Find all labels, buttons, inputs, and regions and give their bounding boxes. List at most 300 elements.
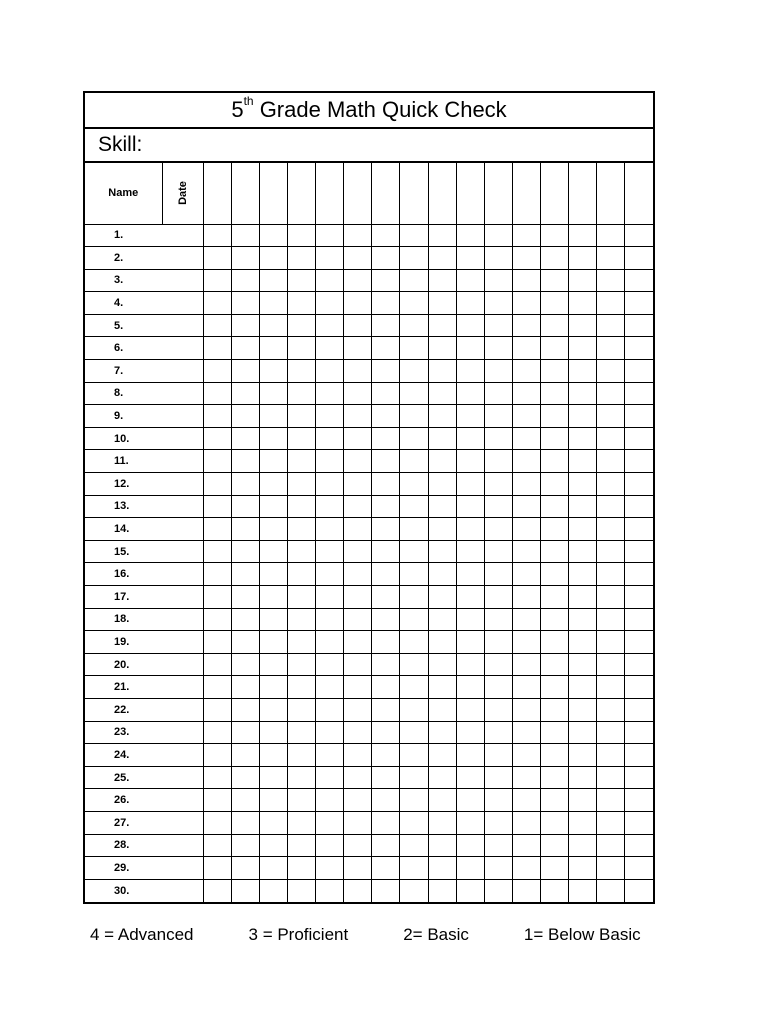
score-cell[interactable] [287, 811, 315, 834]
score-cell[interactable] [400, 427, 428, 450]
score-cell[interactable] [569, 224, 597, 247]
score-cell[interactable] [456, 698, 484, 721]
score-cell[interactable] [597, 495, 625, 518]
score-cell[interactable] [344, 811, 372, 834]
score-cell[interactable] [400, 224, 428, 247]
score-cell[interactable] [484, 427, 512, 450]
score-cell[interactable] [597, 269, 625, 292]
score-cell[interactable] [625, 721, 653, 744]
student-name-cell[interactable]: 7. [85, 360, 203, 383]
score-cell[interactable] [231, 473, 259, 496]
score-cell[interactable] [231, 427, 259, 450]
score-cell[interactable] [231, 360, 259, 383]
score-cell[interactable] [259, 427, 287, 450]
date-header-cell[interactable] [541, 163, 569, 224]
score-cell[interactable] [372, 427, 400, 450]
score-cell[interactable] [541, 495, 569, 518]
score-cell[interactable] [456, 631, 484, 654]
score-cell[interactable] [400, 360, 428, 383]
score-cell[interactable] [316, 518, 344, 541]
score-cell[interactable] [287, 766, 315, 789]
score-cell[interactable] [316, 360, 344, 383]
score-cell[interactable] [203, 314, 231, 337]
score-cell[interactable] [512, 744, 540, 767]
score-cell[interactable] [569, 721, 597, 744]
score-cell[interactable] [625, 857, 653, 880]
score-cell[interactable] [400, 744, 428, 767]
score-cell[interactable] [569, 563, 597, 586]
score-cell[interactable] [625, 473, 653, 496]
score-cell[interactable] [512, 518, 540, 541]
score-cell[interactable] [541, 834, 569, 857]
score-cell[interactable] [316, 834, 344, 857]
score-cell[interactable] [231, 789, 259, 812]
score-cell[interactable] [541, 676, 569, 699]
score-cell[interactable] [484, 382, 512, 405]
score-cell[interactable] [344, 269, 372, 292]
score-cell[interactable] [569, 811, 597, 834]
score-cell[interactable] [625, 337, 653, 360]
score-cell[interactable] [344, 631, 372, 654]
date-header-cell[interactable] [428, 163, 456, 224]
score-cell[interactable] [287, 495, 315, 518]
score-cell[interactable] [372, 450, 400, 473]
score-cell[interactable] [428, 540, 456, 563]
score-cell[interactable] [625, 427, 653, 450]
score-cell[interactable] [625, 698, 653, 721]
score-cell[interactable] [456, 879, 484, 902]
date-header-cell[interactable] [512, 163, 540, 224]
score-cell[interactable] [259, 698, 287, 721]
student-name-cell[interactable]: 9. [85, 405, 203, 428]
score-cell[interactable] [400, 698, 428, 721]
score-cell[interactable] [541, 360, 569, 383]
score-cell[interactable] [344, 857, 372, 880]
score-cell[interactable] [400, 518, 428, 541]
score-cell[interactable] [400, 292, 428, 315]
score-cell[interactable] [428, 427, 456, 450]
score-cell[interactable] [372, 676, 400, 699]
score-cell[interactable] [231, 834, 259, 857]
score-cell[interactable] [372, 473, 400, 496]
score-cell[interactable] [287, 608, 315, 631]
score-cell[interactable] [231, 721, 259, 744]
score-cell[interactable] [287, 450, 315, 473]
score-cell[interactable] [287, 879, 315, 902]
score-cell[interactable] [597, 314, 625, 337]
score-cell[interactable] [203, 698, 231, 721]
score-cell[interactable] [400, 495, 428, 518]
score-cell[interactable] [259, 473, 287, 496]
score-cell[interactable] [203, 563, 231, 586]
score-cell[interactable] [569, 744, 597, 767]
score-cell[interactable] [259, 834, 287, 857]
score-cell[interactable] [541, 314, 569, 337]
score-cell[interactable] [569, 405, 597, 428]
score-cell[interactable] [287, 857, 315, 880]
score-cell[interactable] [287, 698, 315, 721]
score-cell[interactable] [428, 495, 456, 518]
score-cell[interactable] [400, 721, 428, 744]
score-cell[interactable] [372, 631, 400, 654]
score-cell[interactable] [569, 450, 597, 473]
date-header-cell[interactable] [231, 163, 259, 224]
score-cell[interactable] [597, 676, 625, 699]
score-cell[interactable] [428, 337, 456, 360]
score-cell[interactable] [344, 405, 372, 428]
score-cell[interactable] [231, 518, 259, 541]
score-cell[interactable] [231, 811, 259, 834]
score-cell[interactable] [203, 405, 231, 428]
score-cell[interactable] [569, 247, 597, 270]
score-cell[interactable] [512, 292, 540, 315]
score-cell[interactable] [259, 721, 287, 744]
student-name-cell[interactable]: 5. [85, 314, 203, 337]
score-cell[interactable] [484, 586, 512, 609]
score-cell[interactable] [484, 224, 512, 247]
score-cell[interactable] [625, 382, 653, 405]
score-cell[interactable] [484, 450, 512, 473]
score-cell[interactable] [625, 563, 653, 586]
score-cell[interactable] [625, 247, 653, 270]
score-cell[interactable] [569, 292, 597, 315]
score-cell[interactable] [231, 269, 259, 292]
student-name-cell[interactable]: 29. [85, 857, 203, 880]
score-cell[interactable] [287, 631, 315, 654]
score-cell[interactable] [541, 269, 569, 292]
score-cell[interactable] [428, 744, 456, 767]
score-cell[interactable] [569, 427, 597, 450]
score-cell[interactable] [484, 744, 512, 767]
score-cell[interactable] [484, 608, 512, 631]
score-cell[interactable] [625, 450, 653, 473]
score-cell[interactable] [456, 314, 484, 337]
score-cell[interactable] [203, 427, 231, 450]
score-cell[interactable] [287, 337, 315, 360]
score-cell[interactable] [625, 224, 653, 247]
score-cell[interactable] [203, 292, 231, 315]
score-cell[interactable] [484, 857, 512, 880]
score-cell[interactable] [512, 789, 540, 812]
score-cell[interactable] [597, 292, 625, 315]
score-cell[interactable] [597, 653, 625, 676]
score-cell[interactable] [287, 789, 315, 812]
score-cell[interactable] [484, 405, 512, 428]
score-cell[interactable] [316, 224, 344, 247]
score-cell[interactable] [484, 247, 512, 270]
student-name-cell[interactable]: 16. [85, 563, 203, 586]
score-cell[interactable] [316, 811, 344, 834]
score-cell[interactable] [372, 382, 400, 405]
score-cell[interactable] [569, 269, 597, 292]
score-cell[interactable] [597, 766, 625, 789]
student-name-cell[interactable]: 28. [85, 834, 203, 857]
score-cell[interactable] [541, 586, 569, 609]
score-cell[interactable] [372, 789, 400, 812]
score-cell[interactable] [541, 789, 569, 812]
score-cell[interactable] [456, 518, 484, 541]
score-cell[interactable] [344, 518, 372, 541]
score-cell[interactable] [287, 834, 315, 857]
score-cell[interactable] [372, 337, 400, 360]
score-cell[interactable] [344, 608, 372, 631]
score-cell[interactable] [569, 676, 597, 699]
score-cell[interactable] [597, 450, 625, 473]
score-cell[interactable] [372, 586, 400, 609]
score-cell[interactable] [316, 608, 344, 631]
score-cell[interactable] [203, 586, 231, 609]
score-cell[interactable] [569, 473, 597, 496]
score-cell[interactable] [484, 337, 512, 360]
student-name-cell[interactable]: 27. [85, 811, 203, 834]
score-cell[interactable] [344, 450, 372, 473]
score-cell[interactable] [428, 314, 456, 337]
student-name-cell[interactable]: 25. [85, 766, 203, 789]
score-cell[interactable] [259, 676, 287, 699]
date-header-cell[interactable] [484, 163, 512, 224]
score-cell[interactable] [316, 563, 344, 586]
score-cell[interactable] [400, 314, 428, 337]
score-cell[interactable] [597, 382, 625, 405]
date-header-cell[interactable] [344, 163, 372, 224]
score-cell[interactable] [231, 382, 259, 405]
score-cell[interactable] [428, 405, 456, 428]
score-cell[interactable] [456, 857, 484, 880]
score-cell[interactable] [456, 427, 484, 450]
score-cell[interactable] [569, 766, 597, 789]
score-cell[interactable] [203, 450, 231, 473]
score-cell[interactable] [597, 811, 625, 834]
student-name-cell[interactable]: 4. [85, 292, 203, 315]
student-name-cell[interactable]: 17. [85, 586, 203, 609]
score-cell[interactable] [456, 495, 484, 518]
score-cell[interactable] [372, 811, 400, 834]
score-cell[interactable] [231, 631, 259, 654]
date-header-cell[interactable] [456, 163, 484, 224]
score-cell[interactable] [287, 518, 315, 541]
date-header-cell[interactable] [259, 163, 287, 224]
score-cell[interactable] [400, 766, 428, 789]
score-cell[interactable] [512, 495, 540, 518]
score-cell[interactable] [231, 337, 259, 360]
score-cell[interactable] [569, 789, 597, 812]
score-cell[interactable] [372, 540, 400, 563]
score-cell[interactable] [456, 789, 484, 812]
score-cell[interactable] [231, 653, 259, 676]
score-cell[interactable] [625, 360, 653, 383]
score-cell[interactable] [231, 698, 259, 721]
score-cell[interactable] [428, 879, 456, 902]
score-cell[interactable] [344, 314, 372, 337]
score-cell[interactable] [597, 540, 625, 563]
score-cell[interactable] [259, 586, 287, 609]
student-name-cell[interactable]: 11. [85, 450, 203, 473]
score-cell[interactable] [316, 721, 344, 744]
score-cell[interactable] [372, 653, 400, 676]
score-cell[interactable] [512, 608, 540, 631]
score-cell[interactable] [231, 495, 259, 518]
score-cell[interactable] [316, 653, 344, 676]
score-cell[interactable] [287, 427, 315, 450]
score-cell[interactable] [569, 382, 597, 405]
score-cell[interactable] [512, 427, 540, 450]
score-cell[interactable] [484, 653, 512, 676]
score-cell[interactable] [541, 224, 569, 247]
score-cell[interactable] [428, 360, 456, 383]
score-cell[interactable] [428, 766, 456, 789]
score-cell[interactable] [372, 563, 400, 586]
score-cell[interactable] [625, 834, 653, 857]
score-cell[interactable] [203, 744, 231, 767]
score-cell[interactable] [512, 224, 540, 247]
score-cell[interactable] [456, 744, 484, 767]
score-cell[interactable] [372, 495, 400, 518]
score-cell[interactable] [231, 766, 259, 789]
score-cell[interactable] [344, 766, 372, 789]
score-cell[interactable] [316, 292, 344, 315]
score-cell[interactable] [259, 405, 287, 428]
score-cell[interactable] [231, 879, 259, 902]
student-name-cell[interactable]: 3. [85, 269, 203, 292]
score-cell[interactable] [259, 879, 287, 902]
score-cell[interactable] [400, 676, 428, 699]
score-cell[interactable] [316, 744, 344, 767]
score-cell[interactable] [541, 563, 569, 586]
score-cell[interactable] [541, 247, 569, 270]
score-cell[interactable] [287, 563, 315, 586]
score-cell[interactable] [400, 473, 428, 496]
score-cell[interactable] [597, 563, 625, 586]
score-cell[interactable] [344, 540, 372, 563]
score-cell[interactable] [203, 789, 231, 812]
score-cell[interactable] [372, 518, 400, 541]
score-cell[interactable] [541, 608, 569, 631]
score-cell[interactable] [400, 857, 428, 880]
score-cell[interactable] [428, 631, 456, 654]
score-cell[interactable] [456, 450, 484, 473]
score-cell[interactable] [541, 427, 569, 450]
score-cell[interactable] [625, 292, 653, 315]
score-cell[interactable] [428, 676, 456, 699]
score-cell[interactable] [203, 857, 231, 880]
score-cell[interactable] [372, 698, 400, 721]
score-cell[interactable] [569, 698, 597, 721]
student-name-cell[interactable]: 1. [85, 224, 203, 247]
score-cell[interactable] [512, 337, 540, 360]
score-cell[interactable] [344, 653, 372, 676]
score-cell[interactable] [512, 879, 540, 902]
student-name-cell[interactable]: 21. [85, 676, 203, 699]
score-cell[interactable] [541, 382, 569, 405]
score-cell[interactable] [231, 314, 259, 337]
score-cell[interactable] [316, 405, 344, 428]
score-cell[interactable] [597, 698, 625, 721]
score-cell[interactable] [625, 608, 653, 631]
score-cell[interactable] [625, 586, 653, 609]
student-name-cell[interactable]: 15. [85, 540, 203, 563]
score-cell[interactable] [484, 473, 512, 496]
date-header-cell[interactable] [569, 163, 597, 224]
score-cell[interactable] [316, 495, 344, 518]
score-cell[interactable] [344, 789, 372, 812]
score-cell[interactable] [456, 337, 484, 360]
score-cell[interactable] [287, 292, 315, 315]
score-cell[interactable] [287, 744, 315, 767]
score-cell[interactable] [231, 586, 259, 609]
score-cell[interactable] [512, 473, 540, 496]
score-cell[interactable] [541, 766, 569, 789]
score-cell[interactable] [316, 586, 344, 609]
score-cell[interactable] [316, 314, 344, 337]
score-cell[interactable] [428, 450, 456, 473]
score-cell[interactable] [456, 360, 484, 383]
score-cell[interactable] [259, 337, 287, 360]
score-cell[interactable] [625, 744, 653, 767]
score-cell[interactable] [231, 540, 259, 563]
score-cell[interactable] [456, 766, 484, 789]
score-cell[interactable] [428, 473, 456, 496]
score-cell[interactable] [344, 360, 372, 383]
score-cell[interactable] [344, 721, 372, 744]
score-cell[interactable] [456, 224, 484, 247]
score-cell[interactable] [344, 834, 372, 857]
score-cell[interactable] [428, 653, 456, 676]
score-cell[interactable] [400, 608, 428, 631]
score-cell[interactable] [597, 224, 625, 247]
score-cell[interactable] [456, 653, 484, 676]
skill-field[interactable] [85, 129, 653, 163]
score-cell[interactable] [203, 269, 231, 292]
score-cell[interactable] [372, 857, 400, 880]
score-cell[interactable] [512, 247, 540, 270]
score-cell[interactable] [400, 789, 428, 812]
score-cell[interactable] [344, 292, 372, 315]
score-cell[interactable] [456, 540, 484, 563]
score-cell[interactable] [344, 337, 372, 360]
score-cell[interactable] [569, 586, 597, 609]
score-cell[interactable] [259, 631, 287, 654]
score-cell[interactable] [428, 292, 456, 315]
score-cell[interactable] [597, 337, 625, 360]
score-cell[interactable] [625, 518, 653, 541]
score-cell[interactable] [287, 653, 315, 676]
score-cell[interactable] [287, 269, 315, 292]
score-cell[interactable] [231, 744, 259, 767]
score-cell[interactable] [456, 247, 484, 270]
score-cell[interactable] [231, 450, 259, 473]
score-cell[interactable] [259, 495, 287, 518]
score-cell[interactable] [541, 631, 569, 654]
score-cell[interactable] [372, 834, 400, 857]
score-cell[interactable] [484, 314, 512, 337]
score-cell[interactable] [400, 563, 428, 586]
student-name-cell[interactable]: 24. [85, 744, 203, 767]
score-cell[interactable] [259, 292, 287, 315]
score-cell[interactable] [372, 721, 400, 744]
score-cell[interactable] [400, 811, 428, 834]
date-header-cell[interactable] [287, 163, 315, 224]
score-cell[interactable] [400, 834, 428, 857]
score-cell[interactable] [259, 247, 287, 270]
score-cell[interactable] [287, 586, 315, 609]
score-cell[interactable] [456, 608, 484, 631]
score-cell[interactable] [597, 405, 625, 428]
score-cell[interactable] [456, 405, 484, 428]
score-cell[interactable] [484, 721, 512, 744]
score-cell[interactable] [569, 540, 597, 563]
score-cell[interactable] [203, 224, 231, 247]
score-cell[interactable] [231, 247, 259, 270]
